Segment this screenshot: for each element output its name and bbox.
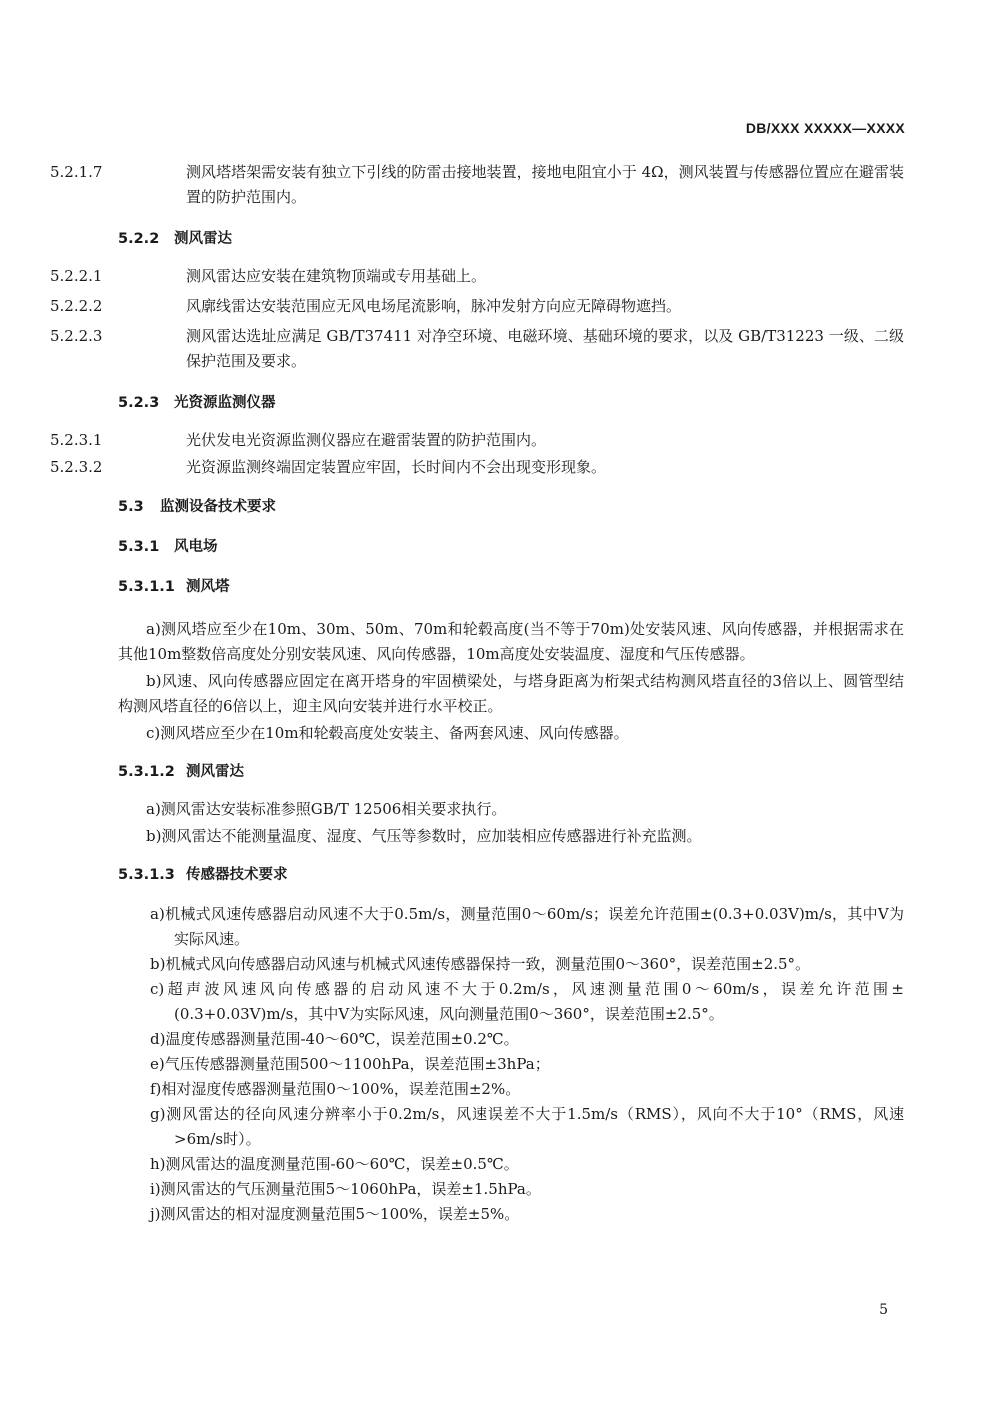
document-code: DB/XXX XXXXX—XXXX [745, 120, 905, 136]
clause-number: 5.2.2.1 [50, 267, 103, 285]
heading-5-3 [118, 495, 904, 520]
page-number: 5 [879, 1302, 888, 1318]
paragraph-a: a)测风塔应至少在10m、30m、50m、70m和轮毂高度(当不等于70m)处安装风速、风向传感器，并根据需求在其他10m整数倍高度处分别安装风速、风向传感器，10m高度处安装温度、湿度和气压传感器。 [118, 620, 904, 663]
heading-number: 5.2.2 [118, 231, 160, 247]
clause-number: 5.2.2.3 [50, 327, 103, 345]
heading-number: 5.3.1.1 [118, 579, 175, 595]
heading-text: 测风雷达 [186, 764, 244, 780]
heading-number: 5.3.1.2 [118, 764, 175, 780]
clause-text: 测风雷达应安装在建筑物顶端或专用基础上。 [186, 267, 487, 285]
list-item-i: i)测风雷达的气压测量范围5～1060hPa，误差±1.5hPa。 [150, 1180, 541, 1198]
heading-5-2-3 [118, 391, 904, 416]
heading-number: 5.2.3 [118, 395, 160, 411]
clause-text: 光资源监测终端固定装置应牢固，长时间内不会出现变形现象。 [186, 458, 607, 476]
paragraph-a: a)测风雷达安装标准参照GB/T 12506相关要求执行。 [146, 800, 507, 818]
heading-5-3-1-3 [118, 863, 904, 888]
clause-number: 5.2.3.2 [50, 458, 103, 476]
clause-text: 风廓线雷达安装范围应无风电场尾流影响，脉冲发射方向应无障碍物遮挡。 [186, 297, 682, 315]
list-item-h: h)测风雷达的温度测量范围-60～60℃，误差±0.5℃。 [150, 1155, 519, 1173]
clause-number: 5.2.3.1 [50, 431, 103, 449]
heading-number: 5.3.1.3 [118, 867, 175, 883]
clause-5-2-2-1 [50, 264, 904, 289]
clause-5-2-3-1 [50, 428, 904, 453]
heading-number: 5.3.1 [118, 539, 160, 555]
heading-number: 5.3 [118, 499, 144, 515]
list-item-f: f)相对湿度传感器测量范围0～100%，误差范围±2%。 [150, 1080, 521, 1098]
clause-text: 测风雷达选址应满足 GB/T37411 对净空环境、电磁环境、基础环境的要求，以及 GB/T31223 一级、二级保护范围及要求。 [186, 327, 904, 370]
heading-text: 光资源监测仪器 [174, 395, 276, 411]
list-item-j: j)测风雷达的相对湿度测量范围5～100%，误差±5%。 [150, 1205, 520, 1223]
paragraph-b: b)测风雷达不能测量温度、湿度、气压等参数时，应加装相应传感器进行补充监测。 [146, 827, 702, 845]
list-item-g: g)测风雷达的径向风速分辨率小于0.2m/s，风速误差不大于1.5m/s（RMS），风向不大于10°（RMS，风速>6m/s时）。 [150, 1105, 904, 1148]
heading-text: 监测设备技术要求 [160, 499, 276, 515]
list-item-b: b)机械式风向传感器启动风速与机械式风速传感器保持一致，测量范围0～360°，误差范围±2.5°。 [150, 955, 811, 973]
paragraph-c: c)测风塔应至少在10m和轮毂高度处安装主、备两套风速、风向传感器。 [146, 724, 629, 742]
clause-5-2-2-3 [50, 324, 904, 374]
list-item-c: c)超声波风速风向传感器的启动风速不大于0.2m/s，风速测量范围0～60m/s，误差允许范围±(0.3+0.03V)m/s，其中V为实际风速，风向测量范围0～360°，误差范围±2.5°。 [150, 980, 904, 1023]
heading-5-3-1 [118, 535, 904, 560]
list-item-d: d)温度传感器测量范围-40～60℃，误差范围±0.2℃。 [150, 1030, 519, 1048]
heading-text: 风电场 [174, 539, 218, 555]
clause-text: 测风塔塔架需安装有独立下引线的防雷击接地装置，接地电阻宜小于 4Ω，测风装置与传感器位置应在避雷装置的防护范围内。 [186, 163, 904, 206]
heading-text: 测风塔 [186, 579, 230, 595]
list-item-a: a)机械式风速传感器启动风速不大于0.5m/s，测量范围0～60m/s；误差允许范围±(0.3+0.03V)m/s，其中V为实际风速。 [150, 905, 904, 948]
heading-5-2-2 [118, 227, 904, 252]
document-body [50, 160, 904, 1227]
paragraph-b: b)风速、风向传感器应固定在离开塔身的牢固横梁处，与塔身距离为桁架式结构测风塔直径的3倍以上、圆管型结构测风塔直径的6倍以上，迎主风向安装并进行水平校正。 [118, 672, 904, 715]
heading-text: 测风雷达 [174, 231, 232, 247]
heading-5-3-1-2 [118, 760, 904, 785]
clause-number: 5.2.2.2 [50, 297, 103, 315]
clause-5-2-3-2 [50, 455, 904, 480]
heading-text: 传感器技术要求 [186, 867, 288, 883]
clause-5-2-1-7 [50, 160, 904, 210]
list-item-e: e)气压传感器测量范围500～1100hPa，误差范围±3hPa； [150, 1055, 550, 1073]
clause-5-2-2-2 [50, 294, 904, 319]
clause-text: 光伏发电光资源监测仪器应在避雷装置的防护范围内。 [186, 431, 547, 449]
clause-number: 5.2.1.7 [50, 163, 103, 181]
heading-5-3-1-1 [118, 575, 904, 600]
